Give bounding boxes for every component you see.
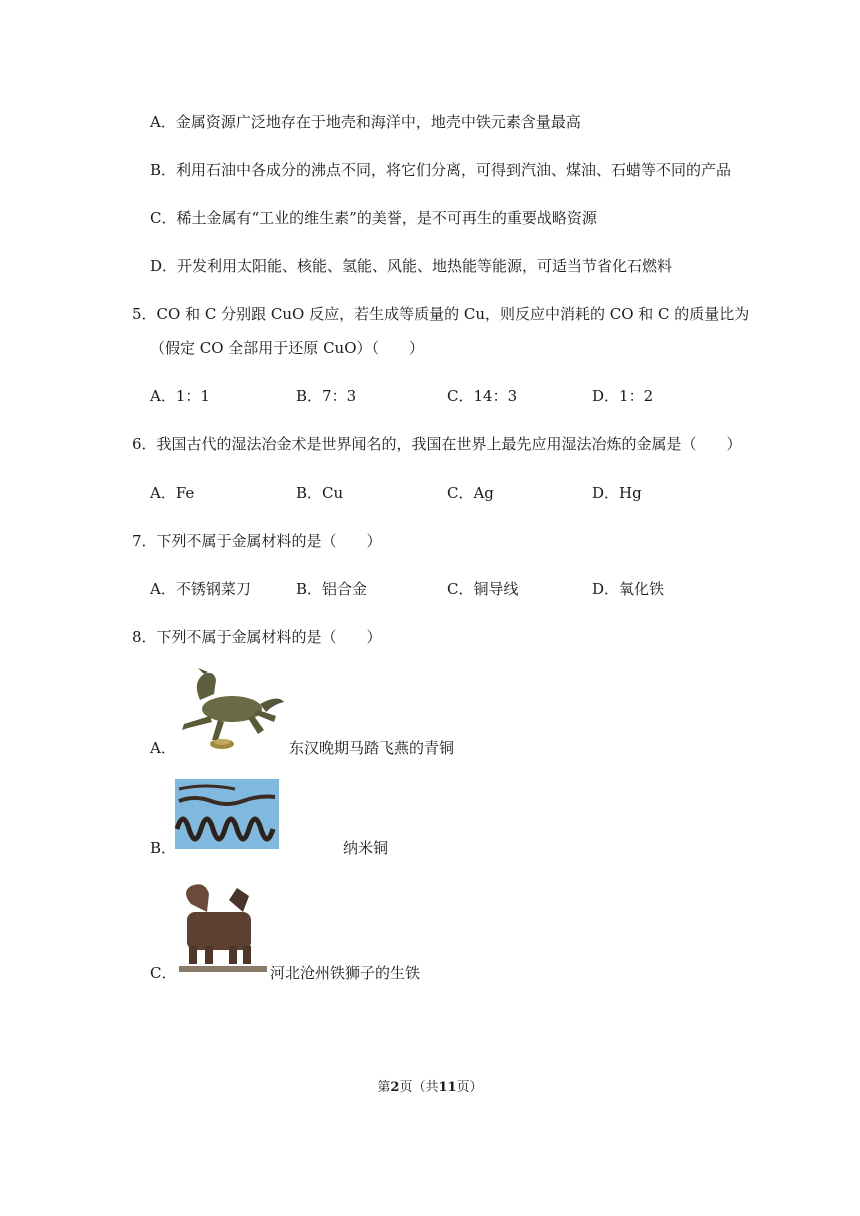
q7-stem: 7．下列不属于金属材料的是（ ） bbox=[132, 532, 382, 550]
q8-option-a-text: 东汉晚期马踏飞燕的青铜 bbox=[289, 739, 455, 757]
q7-option-a: A．不锈钢菜刀 bbox=[150, 580, 251, 598]
q5-option-c: C．14：3 bbox=[447, 387, 518, 405]
footer-total-pages: 11 bbox=[438, 1080, 457, 1095]
iron-lion-image bbox=[177, 882, 269, 976]
q4-option-a: A．金属资源广泛地存在于地壳和海洋中，地壳中铁元素含量最高 bbox=[150, 113, 581, 131]
q4-option-b: B．利用石油中各成分的沸点不同，将它们分离，可得到汽油、煤油、石蜡等不同的产品 bbox=[150, 161, 732, 179]
footer-prefix: 第 bbox=[377, 1080, 391, 1095]
q8-option-c-letter: C． bbox=[150, 964, 177, 982]
q6-option-c: C．Ag bbox=[447, 484, 494, 502]
q4-option-c: C．稀土金属有“工业的维生素”的美誉，是不可再生的重要战略资源 bbox=[150, 209, 597, 227]
q8-option-a-letter: A． bbox=[150, 739, 176, 757]
footer-suffix: 页） bbox=[456, 1080, 483, 1095]
q7-option-d: D．氧化铁 bbox=[592, 580, 665, 598]
q8-option-b-text: 纳米铜 bbox=[343, 839, 389, 857]
q5-stem-line1: 5．CO 和 C 分别跟 CuO 反应，若生成等质量的 Cu，则反应中消耗的 CO 和 C 的质量比为 bbox=[132, 305, 750, 323]
nano-copper-image bbox=[175, 779, 279, 849]
q6-option-a: A．Fe bbox=[150, 484, 195, 502]
q5-option-d: D．1：2 bbox=[592, 387, 654, 405]
q7-option-b: B．铝合金 bbox=[296, 580, 368, 598]
q6-option-b: B．Cu bbox=[296, 484, 344, 502]
q8-option-c-text: 河北沧州铁狮子的生铁 bbox=[270, 964, 421, 982]
q6-stem: 6．我国古代的湿法冶金术是世界闻名的，我国在世界上最先应用湿法冶炼的金属是（ ） bbox=[132, 435, 742, 453]
q5-option-b: B．7：3 bbox=[296, 387, 357, 405]
q8-stem: 8．下列不属于金属材料的是（ ） bbox=[132, 628, 382, 646]
q5-option-a: A．1：1 bbox=[150, 387, 210, 405]
q6-option-d: D．Hg bbox=[592, 484, 642, 502]
q7-option-c: C．铜导线 bbox=[447, 580, 519, 598]
footer-mid: 页（共 bbox=[399, 1080, 439, 1095]
bronze-horse-image bbox=[174, 664, 286, 754]
q4-option-d: D．开发利用太阳能、核能、氢能、风能、地热能等能源，可适当节省化石燃料 bbox=[150, 257, 673, 275]
page-footer bbox=[0, 1076, 860, 1095]
q8-option-b-letter: B． bbox=[150, 839, 177, 857]
q5-stem-line2: （假定 CO 全部用于还原 CuO）（ ） bbox=[150, 339, 425, 357]
footer-page-number: 2 bbox=[390, 1080, 400, 1095]
